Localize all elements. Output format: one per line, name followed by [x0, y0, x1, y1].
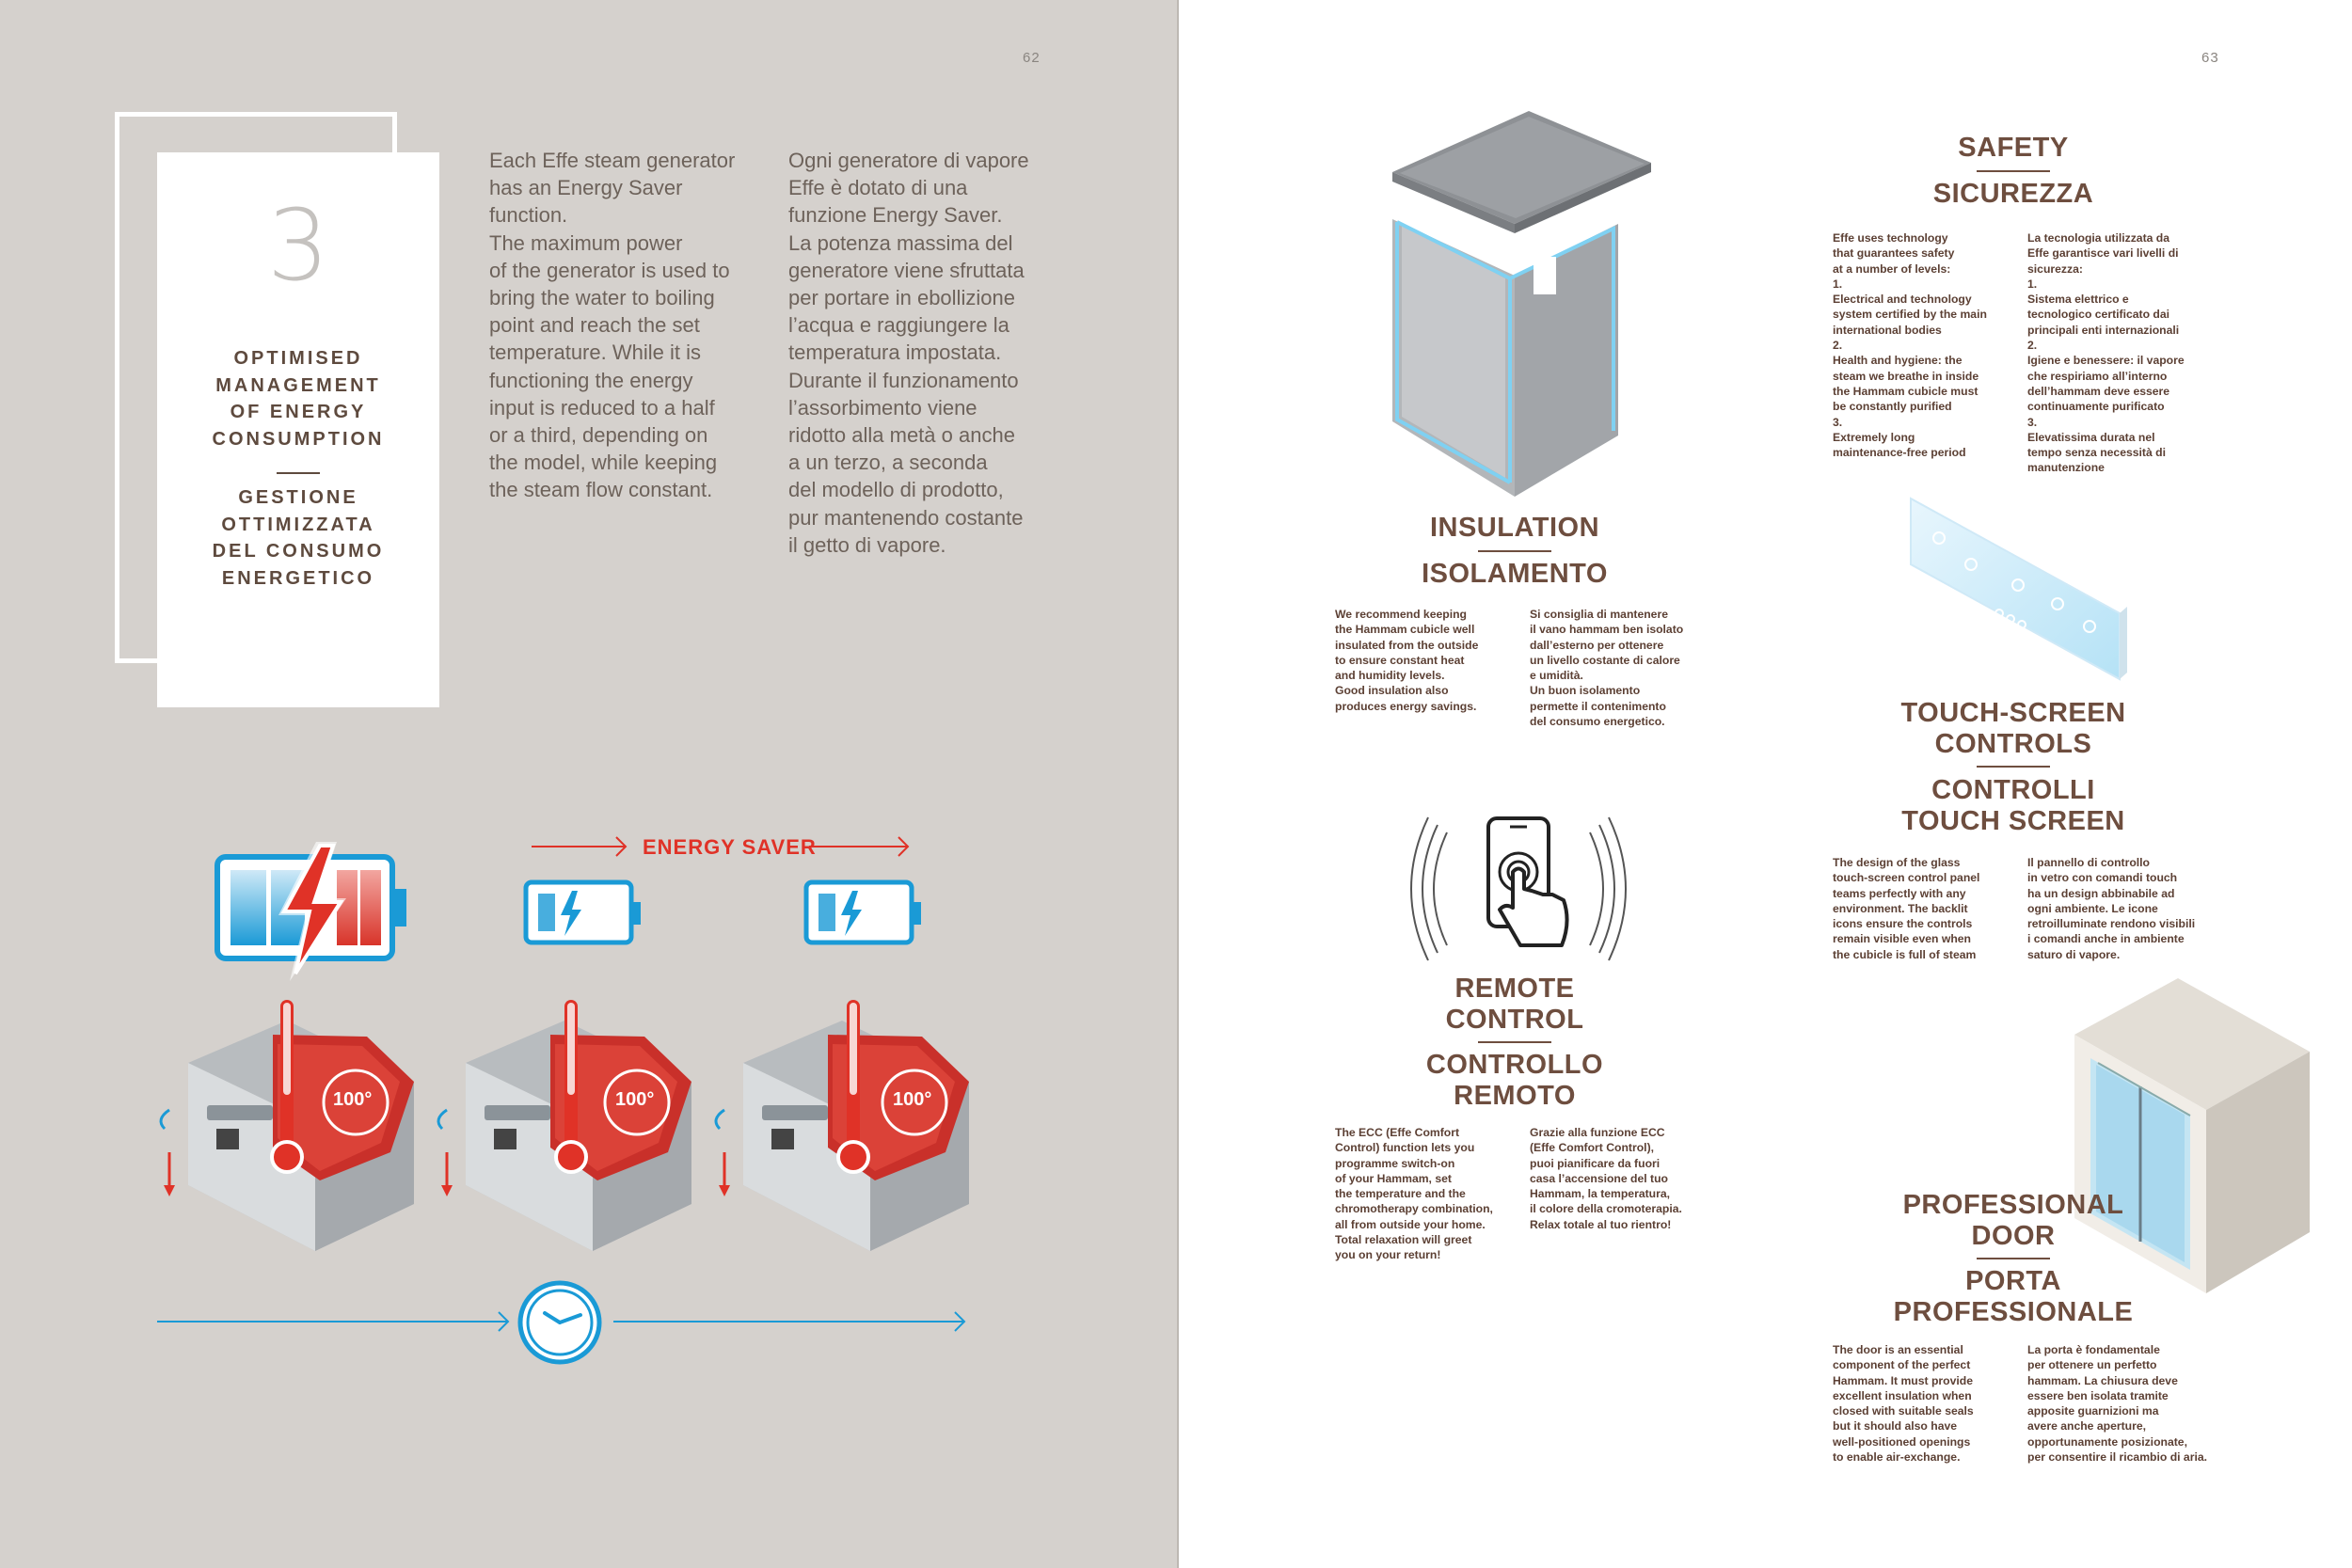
energy-saver-arrow-right [804, 828, 917, 865]
insulation-rule [1478, 550, 1551, 552]
door-text-it: La porta è fondamentale per ottenere un perfetto hammam. La chiusura deve essere ben isolata tramite apposite guarnizioni ma avere anche aperture, opportunamente posizionate, per consentire il ricambio di aria. [2027, 1343, 2208, 1465]
safety-text-en: Effe uses technology that guarantees safety at a number of levels: 1. Electrical and technology system certified by the main international bodies 2. Health and hygiene: the steam we breathe in inside the Hammam cubicle must be constantly purified 3. Extremely long maintenance-free period [1833, 231, 1987, 460]
door-title-it: PORTA PROFESSIONALE [1893, 1266, 2134, 1327]
remote-title-it: CONTROLLO REMOTO [1425, 1050, 1604, 1111]
page-spine [1177, 0, 1179, 1568]
remote-text-en: The ECC (Effe Comfort Control) function lets you programme switch-on of your Hammam, set the temperature and the chromotherapy combination, all from outside your home. Total relaxation will greet you on your return! [1335, 1126, 1493, 1262]
temperature-label-3: 100° [893, 1089, 932, 1110]
energy-saver-label: ENERGY SAVER [643, 835, 817, 859]
battery-reduced-icon-2 [803, 879, 926, 947]
door-title-en: PROFESSIONAL DOOR [1902, 1190, 2124, 1251]
safety-text-it: La tecnologia utilizzata da Effe garantisce vari livelli di sicurezza: 1. Sistema elettrico e tecnologico certificato dai principali enti internazionali 2. Igiene e benessere: il vapore che respiriamo all’interno dell’hammam deve essere continuamente purificato 3. Elevatissima durata nel tempo senza necessità di manutenzione [2027, 231, 2185, 475]
section-card [157, 152, 439, 707]
remote-title-en: REMOTE CONTROL [1445, 974, 1584, 1035]
insulation-title-en: INSULATION [1429, 513, 1600, 543]
body-text-en: Each Effe steam generator has an Energy Saver function. The maximum power of the generator is used to bring the water to boiling point and reach the set temperature. While it is functioning the energy input is reduced to a half or a third, depending on the model, while keeping the steam flow constant. [489, 149, 736, 502]
insulation-title-it: ISOLAMENTO [1422, 559, 1608, 589]
steam-generator-illustration-3 [706, 988, 997, 1251]
steam-generator-illustration-2 [428, 988, 720, 1251]
insulation-text-en: We recommend keeping the Hammam cubicle well insulated from the outside to ensure constant heat and humidity levels. Good insulation also produces energy savings. [1335, 608, 1479, 713]
safety-title-it: SICUREZZA [1932, 179, 2094, 209]
safety-title-en: SAFETY [1958, 133, 2069, 163]
temperature-label-2: 100° [615, 1089, 655, 1110]
section-number: 3 [266, 188, 330, 303]
steam-generator-illustration-1 [151, 988, 442, 1251]
smartphone-touch-icon [1411, 814, 1626, 964]
touch-rule [1977, 766, 2050, 768]
temperature-label-1: 100° [333, 1089, 373, 1110]
safety-rule [1977, 170, 2050, 172]
page-number-left: 62 [1023, 50, 1041, 66]
door-rule [1977, 1258, 2050, 1259]
door-text-en: The door is an essential component of the perfect Hammam. It must provide excellent insulation when closed with suitable seals but it should also have well-positioned openings to enable air-exchange. [1833, 1343, 1974, 1465]
section-title-it: GESTIONE OTTIMIZZATA DEL CONSUMO ENERGETICO [212, 487, 385, 589]
touch-text-it: Il pannello di controllo in vetro con comandi touch ha un design abbinabile ad ogni ambiente. Le icone retroilluminate rendono visibili i comandi anche in ambiente saturo di vapore. [2027, 856, 2196, 961]
remote-text-it: Grazie alla funzione ECC (Effe Comfort Control), puoi pianificare da fuori casa l’accensione del tuo Hammam, la temperatura, il colore della cromoterapia. Relax totale al tuo rientro! [1530, 1126, 1682, 1231]
page-number-right: 63 [2201, 50, 2219, 66]
battery-full-icon [215, 842, 412, 983]
section-title-rule [277, 472, 320, 474]
section-title-en: OPTIMISED MANAGEMENT OF ENERGY CONSUMPTION [212, 348, 385, 450]
battery-reduced-icon-1 [523, 879, 645, 947]
touch-screen-panel-illustration [1905, 499, 2131, 687]
hammam-cubicle-illustration [1383, 111, 1656, 501]
body-text-it: Ogni generatore di vapore Effe è dotato di una funzione Energy Saver. La potenza massima del generatore viene sfruttata per portare in ebollizione l’acqua e raggiungere la temperatura impostata. Durante il funzionamento l’assorbimento viene ridotto alla metà o anche a un terzo, a seconda del modello di prodotto, pur mantenendo costante il getto di vapore. [788, 149, 1029, 557]
remote-rule [1478, 1041, 1551, 1043]
touch-text-en: The design of the glass touch-screen control panel teams perfectly with any environment. The backlit icons ensure the controls remain visible even when the cubicle is full of steam [1833, 856, 1980, 961]
insulation-text-it: Si consiglia di mantenere il vano hammam ben isolato dall’esterno per ottenere un livello costante di calore e umidità. Un buon isolamento permette il contenimento del consumo energetico. [1530, 608, 1684, 729]
touch-title-en: TOUCH-SCREEN CONTROLS [1900, 698, 2126, 759]
clock-icon [516, 1279, 603, 1366]
touch-title-it: CONTROLLI TOUCH SCREEN [1901, 775, 2125, 836]
